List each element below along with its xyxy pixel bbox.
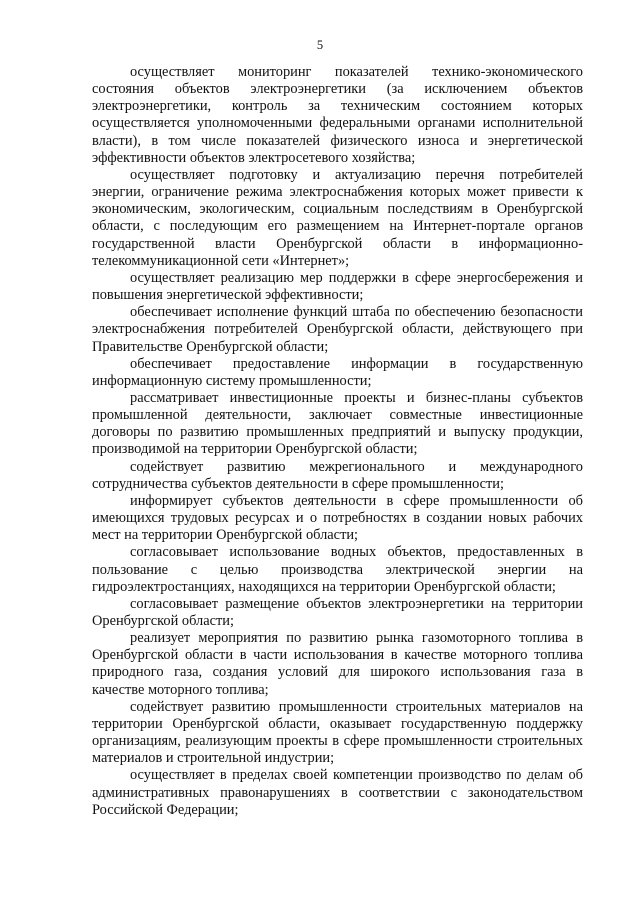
paragraph: реализует мероприятия по развитию рынка газомоторного топлива в Оренбургской области в части использования в качестве моторного топлива природного газа, создания условий для широкого использования газа в качестве моторного топлива; xyxy=(92,630,583,698)
paragraph: осуществляет в пределах своей компетенции производство по делам об административных правонарушениях в соответствии с законодательством Российской Федерации; xyxy=(92,767,583,818)
paragraph: обеспечивает исполнение функций штаба по обеспечению безопасности электроснабжения потребителей Оренбургской области, действующего при Правительстве Оренбургской области; xyxy=(92,304,583,355)
paragraph: осуществляет подготовку и актуализацию перечня потребителей энергии, ограничение режима электроснабжения которых может привести к экономическим, экологическим, социальным последствиям в Оренбургской области, с последующим его размещением на Интернет-портале органов государственной власти Оренбургской области в информационно-телекоммуникационной сети «Интернет»; xyxy=(92,166,583,269)
paragraph: осуществляет мониторинг показателей технико-экономического состояния объектов электроэнергетики (за исключением объектов электроэнергетики, контроль за техническим состоянием которых осуществляется уполномоченными федеральными органами исполнительной власти), в том числе показателей физического износа и энергетической эффективности объектов электросетевого хозяйства; xyxy=(92,64,583,166)
paragraph: рассматривает инвестиционные проекты и бизнес-планы субъектов промышленной деятельности, заключает совместные инвестиционные договоры по развитию промышленных предприятий и выпуску продукции, производимой на территории Оренбургской области; xyxy=(92,389,583,458)
paragraph: осуществляет реализацию мер поддержки в сфере энергосбережения и повышения энергетической эффективности; xyxy=(92,269,583,304)
paragraph: обеспечивает предоставление информации в государственную информационную систему промышленности; xyxy=(92,355,583,389)
page-number: 5 xyxy=(316,38,324,52)
document-body xyxy=(92,64,583,819)
paragraph: согласовывает использование водных объектов, предоставленных в пользование с целью производства электрической энергии на гидроэлектростанциях, находящихся на территории Оренбургской области; xyxy=(92,544,583,595)
paragraph: содействует развитию межрегионального и международного сотрудничества субъектов деятельности в сфере промышленности; xyxy=(92,458,583,492)
paragraph: информирует субъектов деятельности в сфере промышленности об имеющихся трудовых ресурсах и о потребностях в создании новых рабочих мест на территории Оренбургской области; xyxy=(92,492,583,544)
paragraph: содействует развитию промышленности строительных материалов на территории Оренбургской области, оказывает государственную поддержку организациям, реализующим проекты в сфере промышленности строительных материалов и строительной индустрии; xyxy=(92,698,583,767)
paragraph: согласовывает размещение объектов электроэнергетики на территории Оренбургской области; xyxy=(92,595,583,629)
